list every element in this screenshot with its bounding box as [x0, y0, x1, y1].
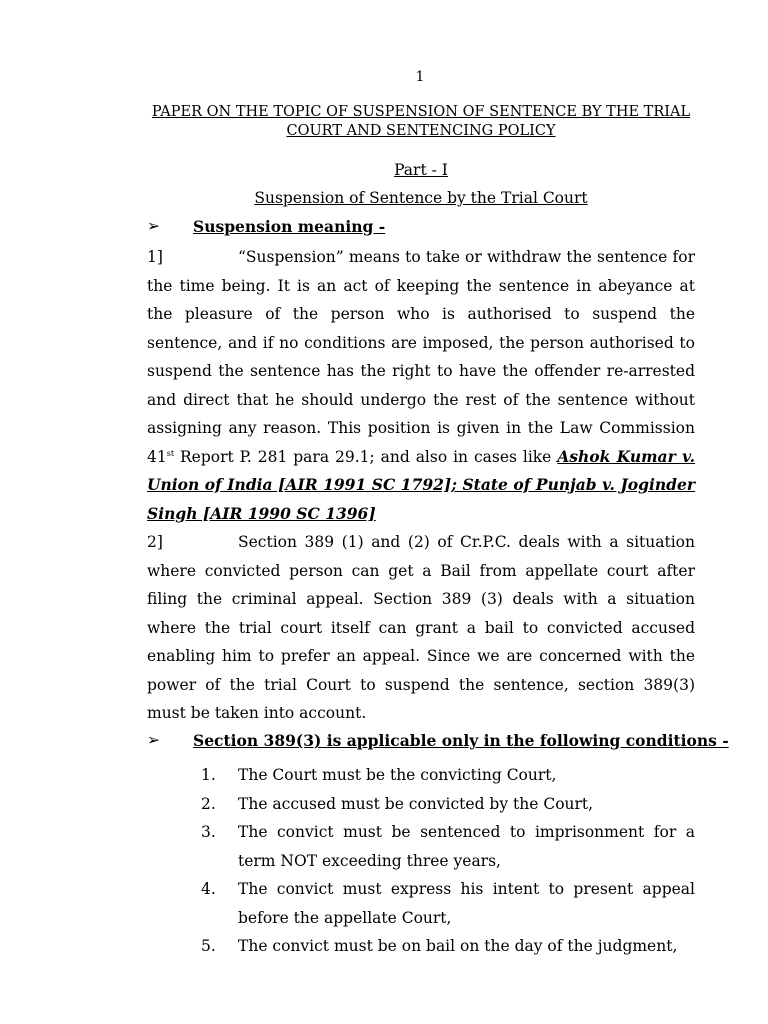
list-item-text: The convict must be on bail on the day of the judgment, [238, 937, 678, 955]
paragraph-text-continued: Report P. 281 para 29.1; and also in cases like [174, 447, 558, 466]
paragraph-number: 1] [147, 248, 163, 266]
paragraph-text: Section 389 (1) and (2) of Cr.P.C. deals with a situation where convicted person can get a Bail from appellate court after filing the criminal appeal. Section 389 (3) deals with a situation where the trial court itself can grant a bail to convicted accused enabling him to prefer an appeal. Since we are concerned with the power of the trial Court to suspend the sentence, section 389(3) must be taken into account. [147, 533, 695, 722]
list-item-number: 1. [201, 766, 216, 784]
list-item-text: The convict must express his intent to present appeal before the appellate Court, [238, 880, 695, 927]
paper-title: PAPER ON THE TOPIC OF SUSPENSION OF SENTENCE BY THE TRIAL COURT AND SENTENCING POLICY [151, 104, 691, 139]
part-heading: Part - I [394, 161, 448, 179]
list-item [147, 790, 695, 819]
list-item [147, 875, 695, 932]
arrow-bullet-icon: ➢ [147, 731, 160, 749]
conditions-list [147, 761, 695, 961]
heading-label: Section 389(3) is applicable only in the following conditions - [193, 731, 729, 750]
list-item-number: 3. [201, 823, 216, 841]
list-item-text: The convict must be sentenced to imprisonment for a term NOT exceeding three years, [238, 823, 695, 870]
heading-label: Suspension meaning - [193, 217, 386, 236]
list-item-text: The Court must be the convicting Court, [238, 766, 557, 784]
paragraph-1 [147, 243, 695, 528]
list-item-number: 2. [201, 794, 216, 813]
arrow-bullet-icon: ➢ [147, 217, 160, 235]
list-item [147, 932, 695, 961]
section-subtitle: Suspension of Sentence by the Trial Court [254, 189, 588, 207]
case-citation: Ashok Kumar v. Union of India [AIR 1991 SC 1792]; State of Punjab v. Joginder Singh [AIR 1990 SC 1396] [147, 446, 695, 523]
paragraph-text: “Suspension” means to take or withdraw the sentence for the time being. It is an act of keeping the sentence in abeyance at the pleasure of the person who is authorised to suspend the sentence, and if no conditions are imposed, the person authorised to suspend the sentence has the right to have the offender re-arrested and direct that he should undergo the rest of the sentence without assigning any reason. This position is given in the Law Commission 41 [147, 248, 695, 466]
list-item-number: 4. [201, 880, 216, 898]
list-item [147, 818, 695, 875]
list-item-number: 5. [201, 937, 216, 955]
list-item [147, 761, 695, 790]
paragraph-2 [147, 528, 695, 728]
page-number: 1 [415, 69, 425, 85]
ordinal-superscript: st [166, 448, 175, 458]
paragraph-number: 2] [147, 533, 163, 551]
list-item-text: The accused must be convicted by the Court, [238, 794, 594, 813]
